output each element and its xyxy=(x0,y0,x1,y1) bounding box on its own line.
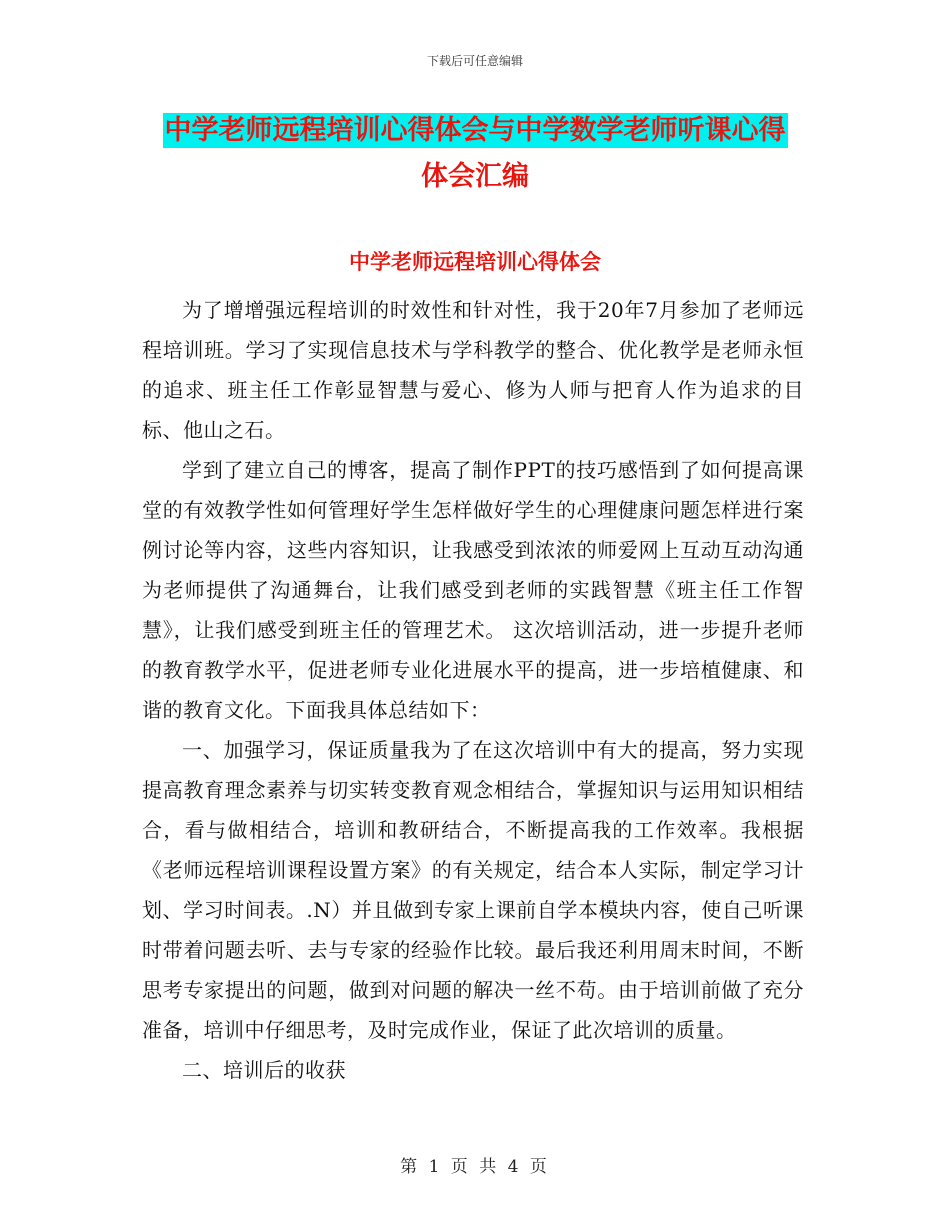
paragraph-3: 一、加强学习，保证质量我为了在这次培训中有大的提高，努力实现提高教育理念素养与切实转变教育观念相结合，掌握知识与运用知识相结合，看与做相结合，培训和教研结合，不断提高我的工作效率。我根据《老师远程培训课程设置方案》的有关规定，结合本人实际，制定学习计划、学习时间表。.N）并且做到专家上课前自学本模块内容，使自己听课时带着问题去听、去与专家的经验作比较。最后我还利用周末时间，不断思考专家提出的问题，做到对问题的解决一丝不苟。由于培训前做了充分准备，培训中仔细思考，及时完成作业，保证了此次培训的质量。 xyxy=(142,738,804,1042)
section-title: 中学老师远程培训心得体会 xyxy=(349,250,601,274)
paragraph-1: 为了增增强远程培训的时效性和针对性，我于20年7月参加了老师远程培训班。学习了实现信息技术与学科教学的整合、优化教学是老师永恒的追求、班主任工作彰显智慧与爱心、修为人师与把育人作为追求的目标、他山之石。 xyxy=(142,298,804,442)
document-body xyxy=(142,290,804,1090)
document-title-line-1: 中学老师远程培训心得体会与中学数学老师听课心得 xyxy=(164,115,786,146)
document-title xyxy=(140,108,810,200)
paragraph-2: 学到了建立自己的博客，提高了制作PPT的技巧感悟到了如何提高课堂的有效教学性如何管理好学生怎样做好学生的心理健康问题怎样进行案例讨论等内容，这些内容知识，让我感受到浓浓的师爱网上互动互动沟通为老师提供了沟通舞台，让我们感受到老师的实践智慧《班主任工作智慧》，让我们感受到班主任的管理艺术。 这次培训活动，进一步提升老师的教育教学水平，促进老师专业化进展水平的提高，进一步培植健康、和谐的教育文化。下面我具体总结如下： xyxy=(142,458,804,722)
document-title-line-2: 体会汇编 xyxy=(421,161,529,192)
paragraph-4: 二、培训后的收获 xyxy=(182,1058,346,1082)
header-note: 下载后可任意编辑 xyxy=(426,54,523,68)
page-footer: 第 1 页 共 4 页 xyxy=(400,1157,550,1177)
